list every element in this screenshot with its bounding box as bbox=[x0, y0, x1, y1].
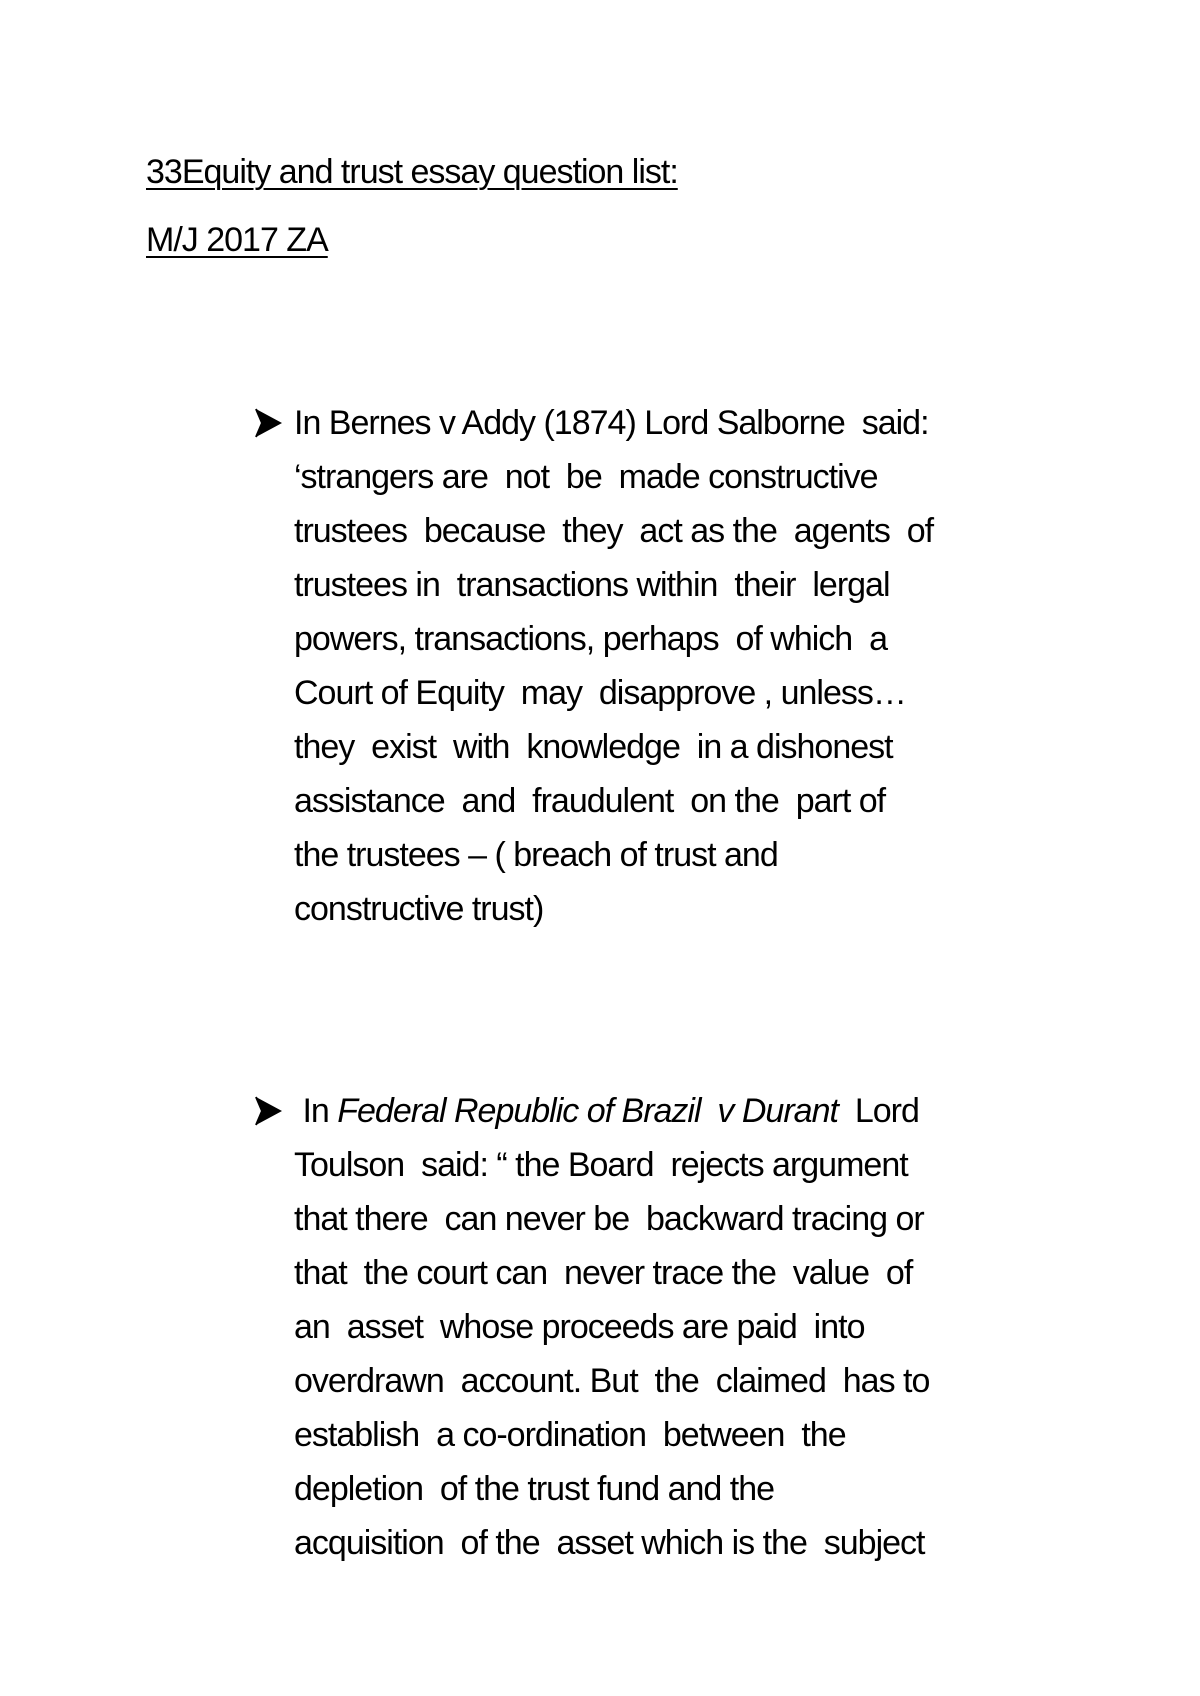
case-name-italic: Federal Republic of Brazil v Durant bbox=[337, 1092, 838, 1130]
document-title: 33Equity and trust essay question list: bbox=[146, 153, 678, 191]
bullet-text-line: establish a co-ordination between the bbox=[294, 1416, 846, 1454]
bullet-text-line: powers, transactions, perhaps of which a bbox=[294, 620, 887, 658]
bullet-item-brazil-v-durant bbox=[250, 1084, 1090, 1570]
bullet-text-suffix: Lord bbox=[837, 1092, 919, 1130]
bullet-text-line: In Bernes v Addy (1874) Lord Salborne said: bbox=[294, 404, 929, 442]
bullet-first-line bbox=[250, 1084, 1090, 1138]
bullet-text-line: ‘strangers are not be made constructive bbox=[294, 458, 878, 496]
bullet-text-line: that the court can never trace the value of bbox=[294, 1254, 913, 1292]
bullet-item-bernes-v-addy bbox=[250, 396, 1090, 936]
bullet-text-line: assistance and fraudulent on the part of bbox=[294, 782, 886, 820]
bullet-text-line: Court of Equity may disapprove , unless… bbox=[294, 674, 906, 712]
bullet-text-line: they exist with knowledge in a dishonest bbox=[294, 728, 893, 766]
bullet-text-line: trustees because they act as the agents of bbox=[294, 512, 934, 550]
arrow-bullet-icon bbox=[250, 396, 290, 450]
exam-session-heading: M/J 2017 ZA bbox=[146, 221, 328, 259]
bullet-text-line: acquisition of the asset which is the subject bbox=[294, 1524, 925, 1562]
bullet-text-prefix: In bbox=[294, 1092, 338, 1130]
bullet-text-line: overdrawn account. But the claimed has to bbox=[294, 1362, 930, 1400]
bullet-text-line: trustees in transactions within their lergal bbox=[294, 566, 890, 604]
bullet-text-line: Toulson said: “ the Board rejects argument bbox=[294, 1146, 908, 1184]
bullet-text-line: that there can never be backward tracing or bbox=[294, 1200, 924, 1238]
arrow-bullet-icon bbox=[250, 1084, 290, 1138]
bullet-text-line: constructive trust) bbox=[294, 890, 544, 928]
bullet-text-line: an asset whose proceeds are paid into bbox=[294, 1308, 865, 1346]
bullet-text-line: depletion of the trust fund and the bbox=[294, 1470, 775, 1508]
bullet-text-line: the trustees – ( breach of trust and bbox=[294, 836, 778, 874]
